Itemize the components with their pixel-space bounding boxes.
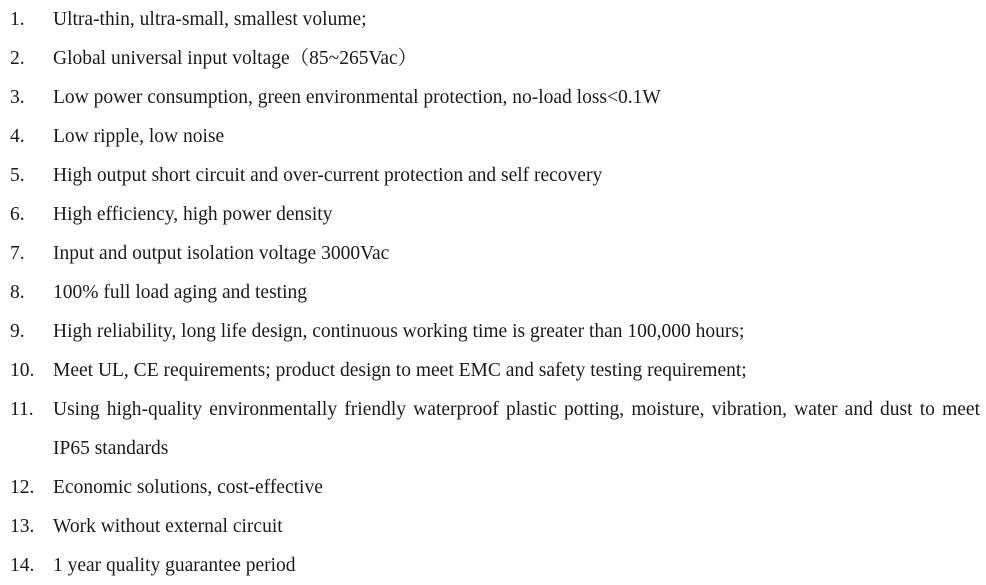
item-number: 6. [10, 204, 25, 225]
list-item [0, 117, 986, 156]
item-number: 13. [10, 516, 35, 537]
list-item [0, 39, 986, 78]
item-number: 9. [10, 321, 25, 342]
list-item [0, 507, 986, 546]
item-text: Input and output isolation voltage 3000Vac [53, 243, 390, 264]
list-item [0, 351, 986, 390]
item-number: 14. [10, 555, 35, 576]
list-item [0, 468, 986, 507]
item-text: Low power consumption, green environmental protection, no-load loss<0.1W [53, 87, 661, 108]
item-number: 5. [10, 165, 25, 186]
item-text: 1 year quality guarantee period [53, 555, 296, 576]
list-item [0, 195, 986, 234]
item-number: 12. [10, 477, 35, 498]
item-text: Low ripple, low noise [53, 126, 225, 147]
list-item [0, 390, 986, 468]
item-text: High reliability, long life design, continuous working time is greater than 100,000 hours; [53, 321, 745, 342]
item-text: Global universal input voltage（85~265Vac） [53, 48, 418, 69]
item-text: High efficiency, high power density [53, 204, 333, 225]
item-text: Work without external circuit [53, 516, 283, 537]
item-number: 7. [10, 243, 25, 264]
list-item [0, 0, 986, 39]
item-number: 1. [10, 9, 25, 30]
item-number: 3. [10, 87, 25, 108]
item-text: Using high-quality environmentally friendly waterproof plastic potting, moisture, vibration, water and dust to meet IP65 standards [53, 399, 980, 459]
item-number: 11. [10, 399, 34, 420]
item-number: 8. [10, 282, 25, 303]
list-item [0, 234, 986, 273]
list-item [0, 273, 986, 312]
item-text: Ultra-thin, ultra-small, smallest volume; [53, 9, 367, 30]
item-number: 10. [10, 360, 35, 381]
list-item [0, 156, 986, 195]
item-text: High output short circuit and over-current protection and self recovery [53, 165, 603, 186]
item-text: 100% full load aging and testing [53, 282, 307, 303]
list-item [0, 312, 986, 351]
item-number: 2. [10, 48, 25, 69]
item-text: Economic solutions, cost-effective [53, 477, 323, 498]
item-text: Meet UL, CE requirements; product design to meet EMC and safety testing requirement; [53, 360, 747, 381]
list-item [0, 78, 986, 117]
list-item [0, 546, 986, 585]
item-number: 4. [10, 126, 25, 147]
